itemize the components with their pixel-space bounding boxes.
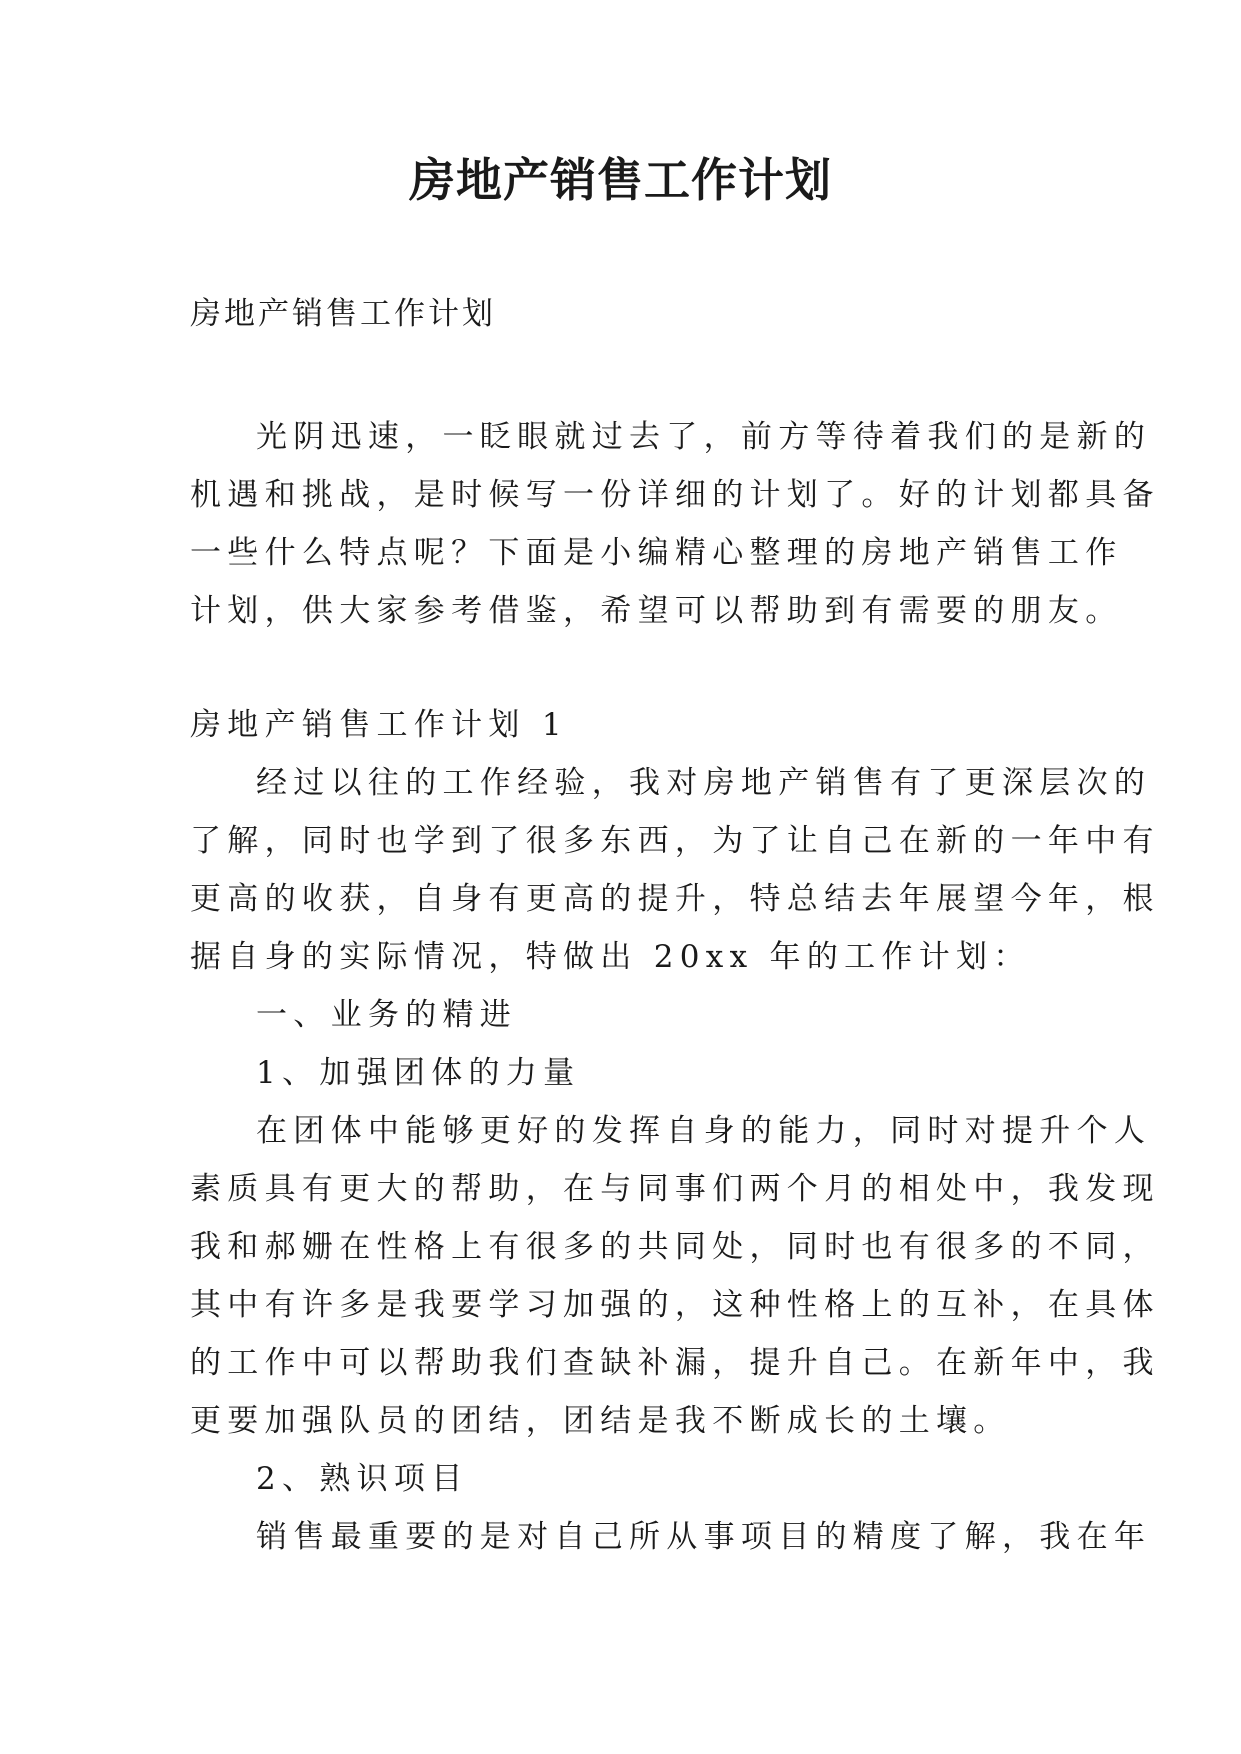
item-heading: 一、业务的精进 — [256, 997, 518, 1033]
paragraph-line: 在团体中能够更好的发挥自身的能力，同时对提升个人 — [256, 1113, 1152, 1149]
intro-line: 一些什么特点呢？下面是小编精心整理的房地产销售工作 — [190, 535, 1123, 571]
paragraph-line: 素质具有更大的帮助，在与同事们两个月的相处中，我发现 — [190, 1171, 1160, 1207]
intro-line: 计划，供大家参考借鉴，希望可以帮助到有需要的朋友。 — [190, 593, 1123, 629]
paragraph-line: 更高的收获，自身有更高的提升，特总结去年展望今年，根 — [190, 881, 1160, 917]
paragraph-line: 经过以往的工作经验，我对房地产销售有了更深层次的 — [256, 765, 1152, 801]
section-1 — [190, 696, 1160, 1566]
paragraph-line: 我和郝姗在性格上有很多的共同处，同时也有很多的不同， — [190, 1229, 1160, 1265]
intro-line: 机遇和挑战，是时候写一份详细的计划了。好的计划都具备 — [190, 477, 1160, 513]
paragraph-line: 据自身的实际情况，特做出 20xx 年的工作计划： — [190, 939, 1031, 975]
sub-heading-1: 1、加强团体的力量 — [256, 1055, 581, 1091]
paragraph-line: 了解，同时也学到了很多东西，为了让自己在新的一年中有 — [190, 823, 1160, 859]
document-subtitle: 房地产销售工作计划 — [190, 296, 496, 332]
intro-line: 光阴迅速，一眨眼就过去了，前方等待着我们的是新的 — [256, 419, 1152, 455]
paragraph-line: 更要加强队员的团结，团结是我不断成长的土壤。 — [190, 1403, 1011, 1439]
sub-heading-2: 2、熟识项目 — [256, 1461, 469, 1497]
document-title: 房地产销售工作计划 — [409, 153, 832, 207]
intro-paragraph — [190, 408, 1160, 640]
section-heading: 房地产销售工作计划 1 — [190, 707, 568, 743]
paragraph-line: 的工作中可以帮助我们查缺补漏，提升自己。在新年中，我 — [190, 1345, 1160, 1381]
paragraph-line: 其中有许多是我要学习加强的，这种性格上的互补，在具体 — [190, 1287, 1160, 1323]
paragraph-line: 销售最重要的是对自己所从事项目的精度了解，我在年 — [256, 1519, 1152, 1555]
